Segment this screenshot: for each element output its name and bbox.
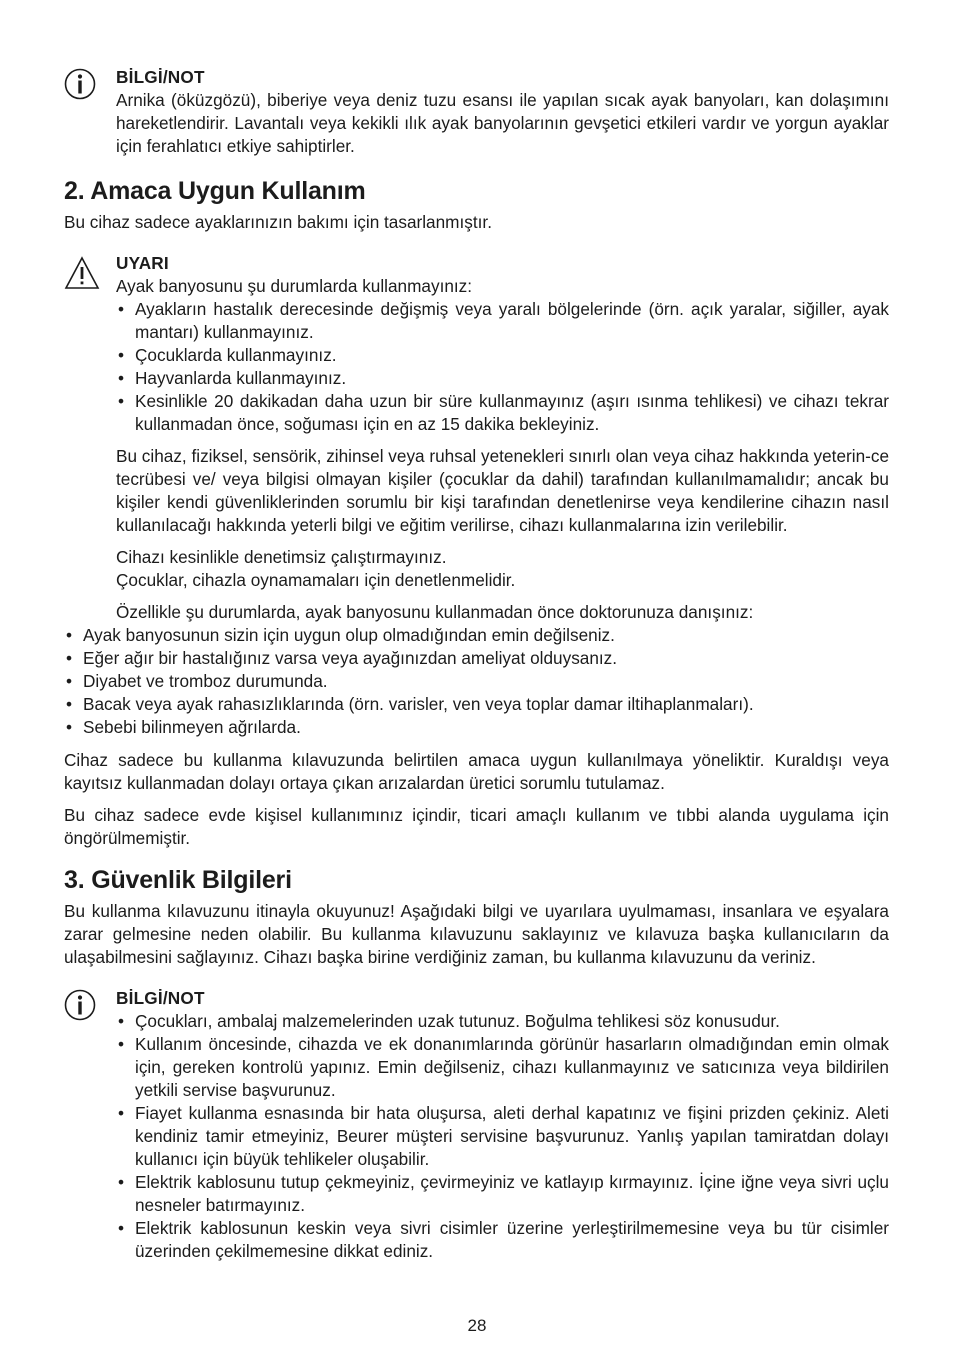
warning-paragraph: Bu cihaz, fiziksel, sensörik, zihinsel veya ruhsal yetenekleri sınırlı olan veya cihaz hakkında yeterin-ce tecrübesi ve/ veya bilgisi olmayan kişiler (çocuklar da dahil) tarafından kullanılmamalıdır; ancak bu kişiler kendi güvenliklerinden sorumlu bir kişi tarafından denetlenirse veya kendilerine cihazın nasıl kullanılacağı hakkında yeterli bilgi ve eğitim verilirse, cihazı kullanmalarına izin verilebilir. [116, 446, 889, 535]
list-item: • Elektrik kablosunu tutup çekmeyiniz, çevirmeyiniz ve katlayıp kırmayınız. İçine iğne veya sivri uçlu nesneler batırmayınız. [116, 1171, 889, 1217]
list-item: • Kesinlikle 20 dakikadan daha uzun bir süre kullanmayınız (aşırı ısınma tehlikesi) ve cihazı tekrar kullanmadan önce, soğuması için en az 15 dakika bekleyiniz. [116, 390, 889, 436]
safety-list [116, 1010, 889, 1263]
warning-paragraph: Cihazı kesinlikle denetimsiz çalıştırmayınız. [116, 547, 447, 567]
warning-triangle-icon [64, 256, 100, 290]
section-2 [64, 176, 889, 234]
section-3-title: 3. Güvenlik Bilgileri [64, 866, 292, 894]
paragraph: Cihaz sadece bu kullanma kılavuzunda belirtilen amaca uygun kullanılmaya yöneliktir. Kuraldışı veya kayıtsız kullanmadan dolayı ortaya çıkan arızalardan üretici sorumlu tutulamaz. [64, 750, 889, 793]
note-label: BİLGİ/NOT [116, 988, 205, 1008]
list-item: • Sebebi bilinmeyen ağrılarda. [64, 716, 889, 739]
info-note-1 [64, 66, 889, 158]
list-item: • Ayak banyosunun sizin için uygun olup olmadığından emin değilseniz. [64, 624, 889, 647]
info-icon [64, 68, 96, 100]
list-item: • Ayakların hastalık derecesinde değişmiş veya yaralı bölgelerinde (örn. açık yaralar, siğiller, ayak mantarı) kullanmayınız. [116, 298, 889, 344]
warning-lead-2: Özellikle şu durumlarda, ayak banyosunu kullanmadan önce doktorunuza danışınız: [116, 602, 754, 622]
page-number: 28 [467, 1316, 487, 1335]
warning-lead: Ayak banyosunu şu durumlarda kullanmayınız: [116, 276, 473, 296]
list-item: • Kullanım öncesinde, cihazda ve ek donanımlarında görünür hasarların olmadığından emin olmak için, gereken kontrolü yapınız. Emin değilseniz, cihazı kullanmayınız ve satıcınıza veya bildirilen yetkili servise başvurunuz. [116, 1033, 889, 1102]
doctor-list [64, 624, 889, 739]
list-item: • Bacak veya ayak rahasızlıklarında (örn. varisler, ven veya toplar damar iltihaplanmaları). [64, 693, 889, 716]
warning-paragraph: Çocuklar, cihazla oynamamaları için denetlenmelidir. [116, 570, 516, 590]
list-item: • Eğer ağır bir hastalığınız varsa veya ayağınızdan ameliyat olduysanız. [64, 647, 889, 670]
warning-block [64, 252, 889, 739]
section-2-intro: Bu cihaz sadece ayaklarınızın bakımı için tasarlanmıştır. [64, 212, 492, 232]
list-item: • Diyabet ve tromboz durumunda. [64, 670, 889, 693]
list-item: • Hayvanlarda kullanmayınız. [116, 367, 889, 390]
info-icon [64, 989, 96, 1021]
section-2-closing [64, 749, 889, 850]
note-text: Arnika (öküzgözü), biberiye veya deniz tuzu esansı ile yapılan sıcak ayak banyoları, kan dolaşımını hareketlendirir. Lavantalı veya kekikli ılık ayak banyolarının gevşetici etkileri vardır ve yorgun ayaklar için ferahlatıcı etkiye sahiptirler. [116, 90, 889, 156]
list-item: • Çocuklarda kullanmayınız. [116, 344, 889, 367]
warning-list [116, 298, 889, 436]
section-3-intro: Bu kullanma kılavuzunu itinayla okuyunuz! Aşağıdaki bilgi ve uyarılara uyulmaması, insanlara ve eşyalara zarar gelmesine neden olabilir. Bu kullanma kılavuzunu saklayınız ve kılavuza başka kullanıcıların da ulaşabilmesini sağlayınız. Cihazı başka birine verdiğiniz zaman, bu kullanma kılavuzunu da veriniz. [64, 901, 889, 967]
note-label: BİLGİ/NOT [116, 67, 205, 87]
section-3 [64, 865, 889, 969]
warning-label: UYARI [116, 253, 169, 273]
section-2-title: 2. Amaca Uygun Kullanım [64, 177, 366, 205]
list-item: • Çocukları, ambalaj malzemelerinden uzak tutunuz. Boğulma tehlikesi söz konusudur. [116, 1010, 889, 1033]
list-item: • Fiayet kullanma esnasında bir hata oluşursa, aleti derhal kapatınız ve fişini prizden çekiniz. Aleti kendiniz tamir etmeyiniz, Beurer müşteri servisine başvurunuz. Yanlış yapılan tamiratdan dolayı kullanıcı için büyük tehlikeler oluşabilir. [116, 1102, 889, 1171]
info-note-2 [64, 987, 889, 1263]
list-item: • Elektrik kablosunun keskin veya sivri cisimler üzerine yerleştirilmemesine veya bu tür cisimler üzerinden çekilmemesine dikkat ediniz. [116, 1217, 889, 1263]
paragraph: Bu cihaz sadece evde kişisel kullanımınız içindir, ticari amaçlı kullanım ve tıbbi alanda uygulama için öngörülmemiştir. [64, 805, 889, 848]
